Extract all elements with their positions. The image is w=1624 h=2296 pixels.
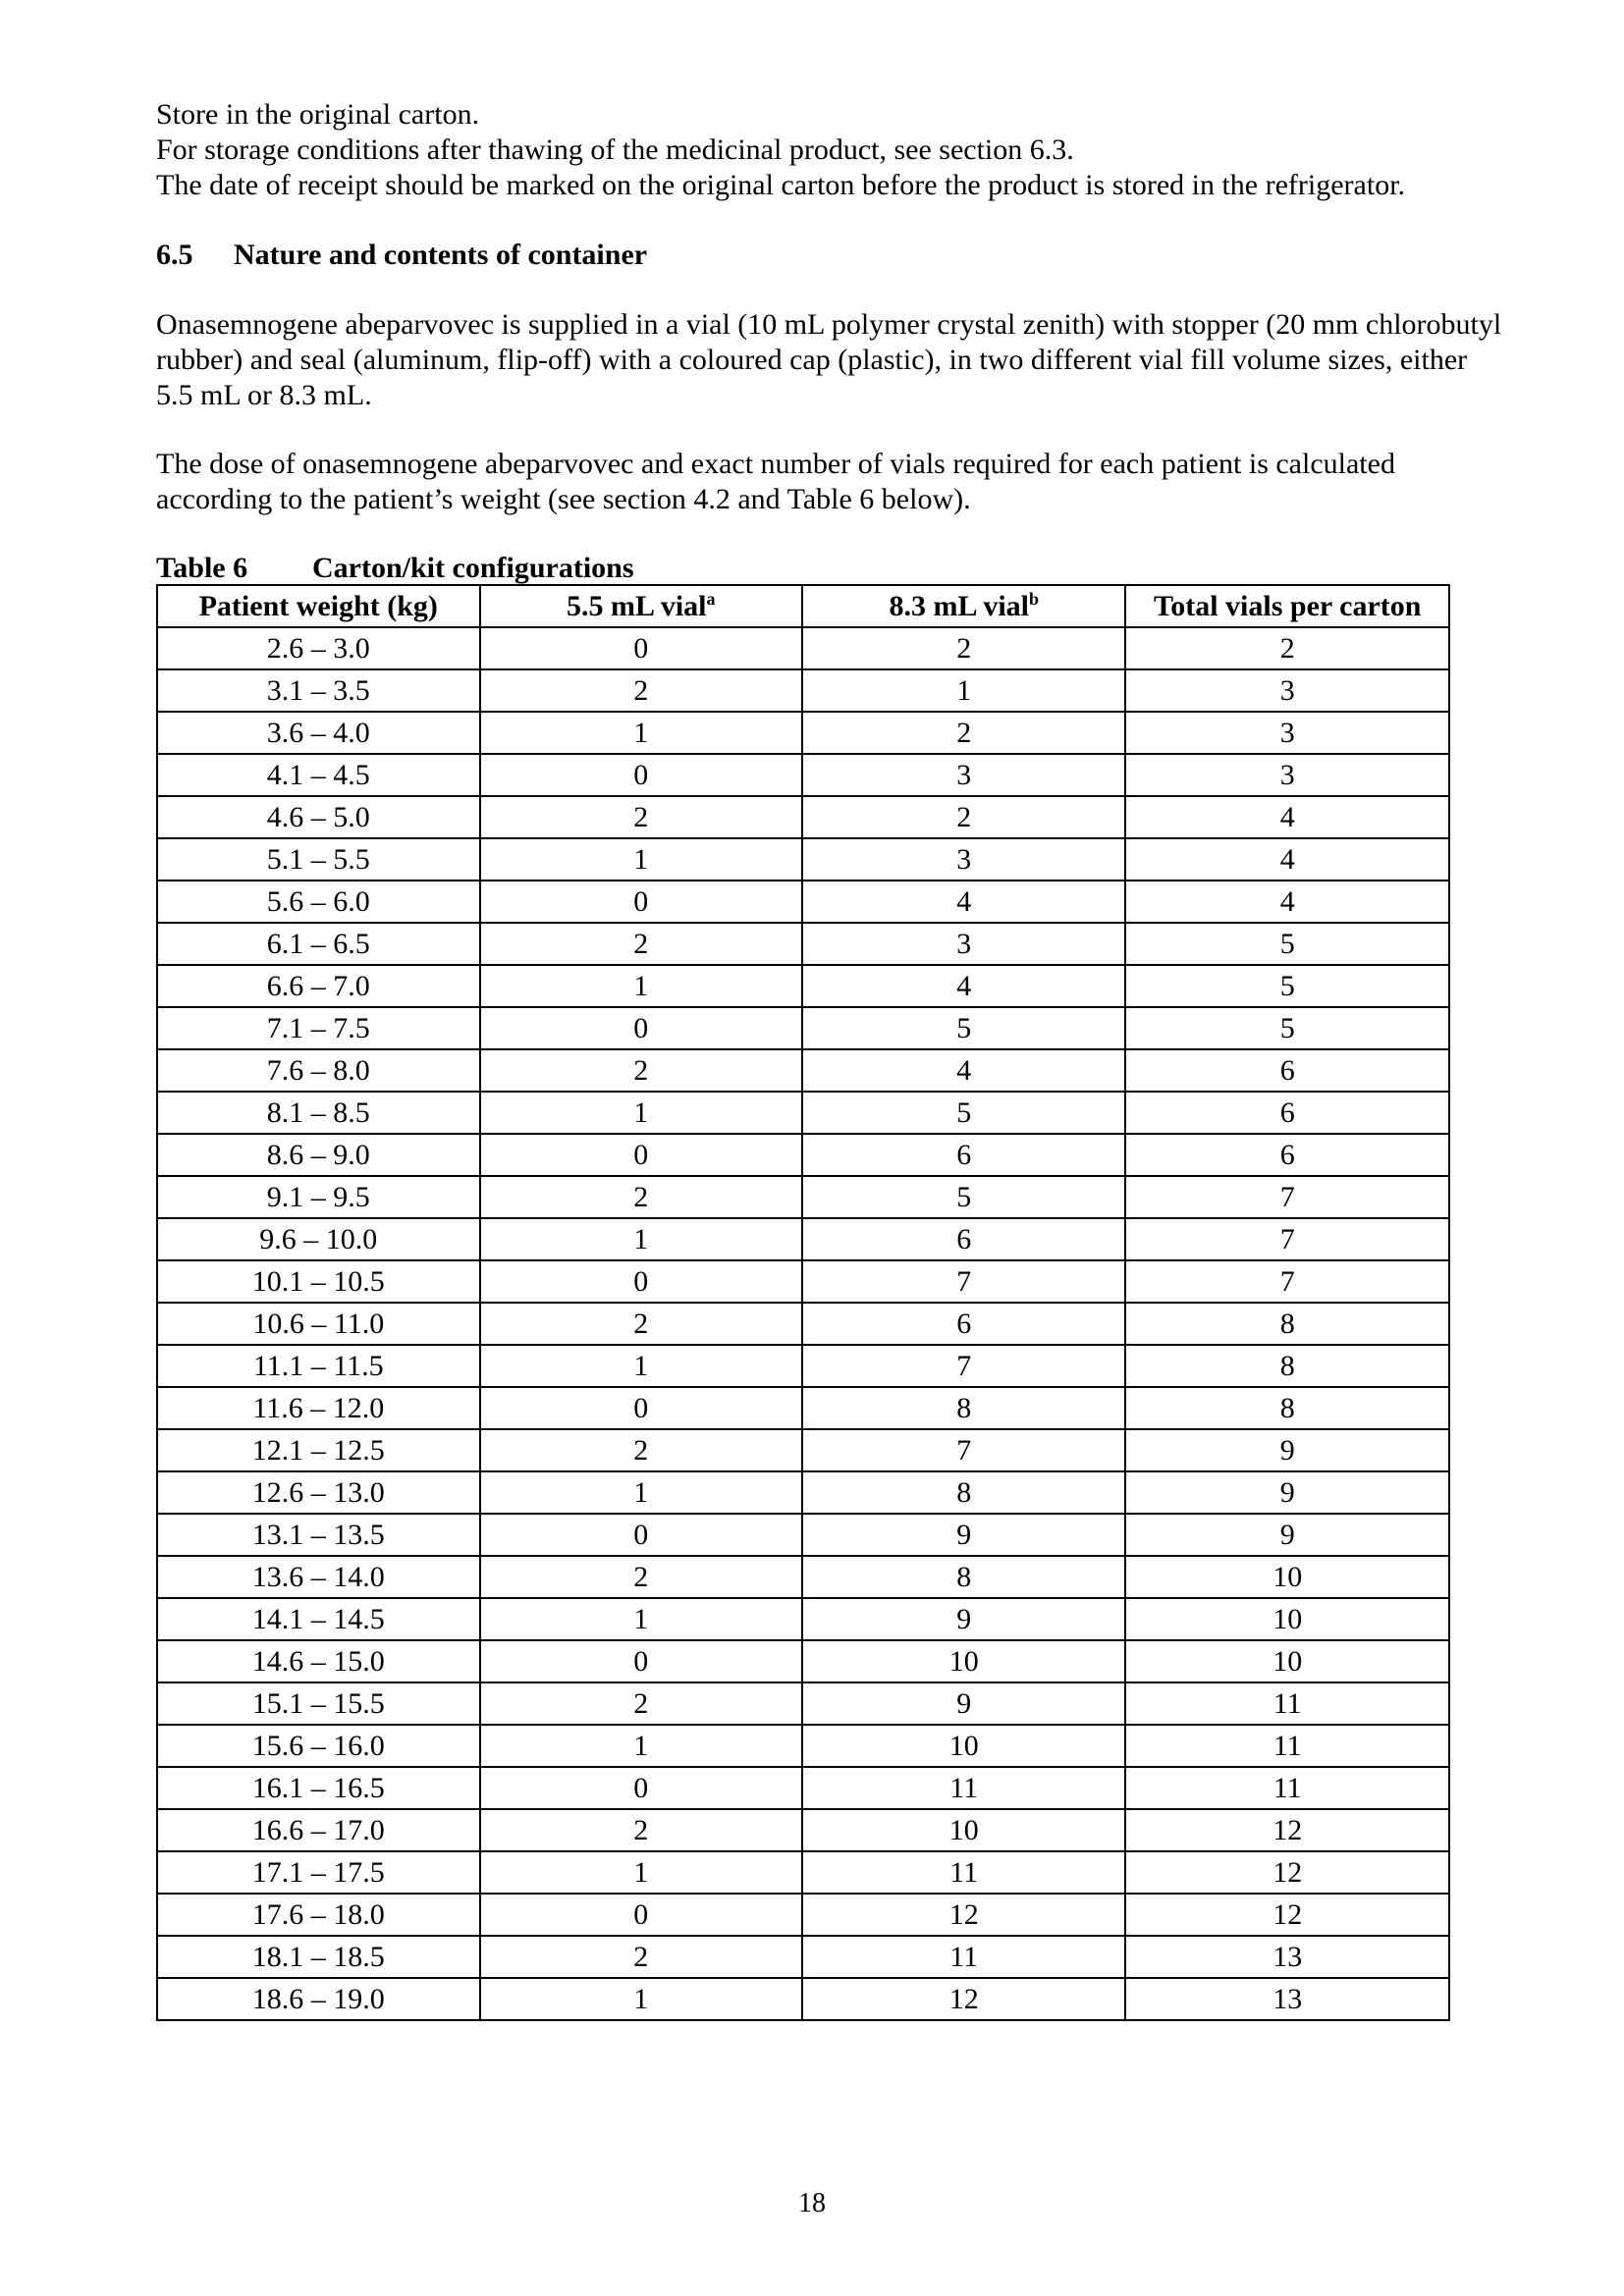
cell-5-5ml-vials: 2 xyxy=(480,1556,802,1598)
cell-5-5ml-vials: 0 xyxy=(480,1134,802,1176)
cell-patient-weight: 13.1 – 13.5 xyxy=(157,1514,480,1556)
cell-patient-weight: 16.1 – 16.5 xyxy=(157,1767,480,1809)
header-8-3ml-vial xyxy=(802,585,1125,627)
cell-8-3ml-vials: 3 xyxy=(802,923,1125,965)
cell-total-vials: 11 xyxy=(1125,1725,1449,1767)
table-number: Table 6 xyxy=(156,552,248,584)
cell-5-5ml-vials: 0 xyxy=(480,1514,802,1556)
table-row xyxy=(157,1767,1449,1809)
table-row xyxy=(157,1851,1449,1894)
cell-total-vials: 8 xyxy=(1125,1387,1449,1429)
cell-total-vials: 4 xyxy=(1125,838,1449,881)
cell-patient-weight: 12.6 – 13.0 xyxy=(157,1471,480,1514)
table-row xyxy=(157,1598,1449,1640)
cell-total-vials: 10 xyxy=(1125,1556,1449,1598)
table-body xyxy=(157,627,1449,2020)
cell-5-5ml-vials: 2 xyxy=(480,923,802,965)
table-row xyxy=(157,1007,1449,1049)
table-row xyxy=(157,1345,1449,1387)
cell-patient-weight: 10.1 – 10.5 xyxy=(157,1260,480,1303)
table-row xyxy=(157,1387,1449,1429)
cell-8-3ml-vials: 8 xyxy=(802,1556,1125,1598)
cell-patient-weight: 6.1 – 6.5 xyxy=(157,923,480,965)
section-number: 6.5 xyxy=(156,239,193,271)
table-row xyxy=(157,1092,1449,1134)
table-row xyxy=(157,1303,1449,1345)
table-row xyxy=(157,669,1449,712)
cell-patient-weight: 18.6 – 19.0 xyxy=(157,1978,480,2020)
cell-patient-weight: 17.6 – 18.0 xyxy=(157,1894,480,1936)
dose-paragraph-line-1: The dose of onasemnogene abeparvovec and exact number of vials required for each patient is calculated xyxy=(156,448,1395,480)
cell-patient-weight: 18.1 – 18.5 xyxy=(157,1936,480,1978)
cell-5-5ml-vials: 1 xyxy=(480,712,802,754)
cell-8-3ml-vials: 9 xyxy=(802,1598,1125,1640)
cell-8-3ml-vials: 4 xyxy=(802,965,1125,1007)
intro-line-1: Store in the original carton. xyxy=(156,98,480,131)
cell-8-3ml-vials: 7 xyxy=(802,1429,1125,1471)
cell-total-vials: 6 xyxy=(1125,1134,1449,1176)
cell-8-3ml-vials: 7 xyxy=(802,1260,1125,1303)
header-8-3ml-vial-text: 8.3 mL vial xyxy=(889,589,1029,622)
cell-8-3ml-vials: 9 xyxy=(802,1514,1125,1556)
cell-total-vials: 11 xyxy=(1125,1682,1449,1725)
cell-total-vials: 3 xyxy=(1125,754,1449,796)
cell-total-vials: 9 xyxy=(1125,1514,1449,1556)
page-number: 18 xyxy=(798,2188,826,2218)
cell-patient-weight: 15.1 – 15.5 xyxy=(157,1682,480,1725)
header-patient-weight-text: Patient weight (kg) xyxy=(198,589,438,622)
cell-5-5ml-vials: 2 xyxy=(480,796,802,838)
cell-patient-weight: 8.6 – 9.0 xyxy=(157,1134,480,1176)
cell-total-vials: 12 xyxy=(1125,1809,1449,1851)
cell-patient-weight: 17.1 – 17.5 xyxy=(157,1851,480,1894)
footnote-marker-a: a xyxy=(706,588,716,609)
cell-8-3ml-vials: 11 xyxy=(802,1767,1125,1809)
cell-8-3ml-vials: 7 xyxy=(802,1345,1125,1387)
cell-8-3ml-vials: 6 xyxy=(802,1218,1125,1260)
cell-5-5ml-vials: 2 xyxy=(480,1809,802,1851)
table-row xyxy=(157,712,1449,754)
cell-8-3ml-vials: 3 xyxy=(802,754,1125,796)
intro-line-2: For storage conditions after thawing of the medicinal product, see section 6.3. xyxy=(156,133,1074,166)
cell-patient-weight: 3.1 – 3.5 xyxy=(157,669,480,712)
table-row xyxy=(157,1260,1449,1303)
cell-patient-weight: 11.6 – 12.0 xyxy=(157,1387,480,1429)
cell-patient-weight: 16.6 – 17.0 xyxy=(157,1809,480,1851)
cell-5-5ml-vials: 0 xyxy=(480,881,802,923)
cell-5-5ml-vials: 0 xyxy=(480,1387,802,1429)
cell-5-5ml-vials: 2 xyxy=(480,1303,802,1345)
cell-8-3ml-vials: 2 xyxy=(802,796,1125,838)
cell-patient-weight: 15.6 – 16.0 xyxy=(157,1725,480,1767)
cell-total-vials: 7 xyxy=(1125,1218,1449,1260)
cell-total-vials: 9 xyxy=(1125,1429,1449,1471)
section-heading xyxy=(156,238,647,273)
cell-patient-weight: 9.1 – 9.5 xyxy=(157,1176,480,1218)
cell-total-vials: 8 xyxy=(1125,1345,1449,1387)
cell-5-5ml-vials: 2 xyxy=(480,1682,802,1725)
cell-5-5ml-vials: 0 xyxy=(480,627,802,669)
cell-total-vials: 2 xyxy=(1125,627,1449,669)
cell-5-5ml-vials: 0 xyxy=(480,1894,802,1936)
cell-8-3ml-vials: 10 xyxy=(802,1809,1125,1851)
section-title: Nature and contents of container xyxy=(234,239,648,271)
cell-patient-weight: 9.6 – 10.0 xyxy=(157,1218,480,1260)
cell-8-3ml-vials: 10 xyxy=(802,1640,1125,1682)
cell-8-3ml-vials: 5 xyxy=(802,1092,1125,1134)
cell-patient-weight: 10.6 – 11.0 xyxy=(157,1303,480,1345)
cell-total-vials: 4 xyxy=(1125,796,1449,838)
cell-total-vials: 3 xyxy=(1125,712,1449,754)
cell-8-3ml-vials: 11 xyxy=(802,1851,1125,1894)
table-row xyxy=(157,754,1449,796)
cell-8-3ml-vials: 3 xyxy=(802,838,1125,881)
cell-total-vials: 5 xyxy=(1125,1007,1449,1049)
cell-8-3ml-vials: 8 xyxy=(802,1471,1125,1514)
cell-5-5ml-vials: 1 xyxy=(480,965,802,1007)
cell-patient-weight: 2.6 – 3.0 xyxy=(157,627,480,669)
cell-5-5ml-vials: 0 xyxy=(480,754,802,796)
cell-total-vials: 6 xyxy=(1125,1092,1449,1134)
header-total-vials xyxy=(1125,585,1449,627)
table-row xyxy=(157,1218,1449,1260)
cell-patient-weight: 5.6 – 6.0 xyxy=(157,881,480,923)
cell-patient-weight: 11.1 – 11.5 xyxy=(157,1345,480,1387)
cell-8-3ml-vials: 9 xyxy=(802,1682,1125,1725)
cell-8-3ml-vials: 2 xyxy=(802,712,1125,754)
table-row xyxy=(157,1725,1449,1767)
table-row xyxy=(157,1809,1449,1851)
container-paragraph-line-3: 5.5 mL or 8.3 mL. xyxy=(156,379,372,411)
cell-8-3ml-vials: 5 xyxy=(802,1176,1125,1218)
cell-5-5ml-vials: 2 xyxy=(480,1176,802,1218)
container-paragraph-line-2: rubber) and seal (aluminum, flip-off) with a coloured cap (plastic), in two different vial fill volume sizes, either xyxy=(156,344,1468,376)
cell-5-5ml-vials: 2 xyxy=(480,1049,802,1092)
cell-5-5ml-vials: 1 xyxy=(480,1218,802,1260)
cell-patient-weight: 12.1 – 12.5 xyxy=(157,1429,480,1471)
cell-patient-weight: 7.6 – 8.0 xyxy=(157,1049,480,1092)
cell-8-3ml-vials: 11 xyxy=(802,1936,1125,1978)
cell-8-3ml-vials: 12 xyxy=(802,1978,1125,2020)
cell-total-vials: 11 xyxy=(1125,1767,1449,1809)
cell-5-5ml-vials: 0 xyxy=(480,1767,802,1809)
cell-total-vials: 13 xyxy=(1125,1978,1449,2020)
cell-5-5ml-vials: 1 xyxy=(480,838,802,881)
dose-paragraph-line-2: according to the patient’s weight (see section 4.2 and Table 6 below). xyxy=(156,483,971,515)
cell-5-5ml-vials: 1 xyxy=(480,1092,802,1134)
cell-total-vials: 9 xyxy=(1125,1471,1449,1514)
table-row xyxy=(157,1471,1449,1514)
header-patient-weight xyxy=(157,585,480,627)
cell-total-vials: 5 xyxy=(1125,965,1449,1007)
table-title: Carton/kit configurations xyxy=(312,552,634,584)
cell-total-vials: 7 xyxy=(1125,1260,1449,1303)
table-row xyxy=(157,838,1449,881)
cell-total-vials: 10 xyxy=(1125,1598,1449,1640)
container-paragraph-line-1: Onasemnogene abeparvovec is supplied in a vial (10 mL polymer crystal zenith) with stopper (20 mm chlorobutyl xyxy=(156,308,1502,341)
table-row xyxy=(157,1049,1449,1092)
cell-total-vials: 12 xyxy=(1125,1851,1449,1894)
cell-5-5ml-vials: 2 xyxy=(480,1429,802,1471)
cell-5-5ml-vials: 2 xyxy=(480,1936,802,1978)
cell-total-vials: 7 xyxy=(1125,1176,1449,1218)
cell-5-5ml-vials: 1 xyxy=(480,1978,802,2020)
cell-8-3ml-vials: 4 xyxy=(802,881,1125,923)
cell-patient-weight: 5.1 – 5.5 xyxy=(157,838,480,881)
cell-8-3ml-vials: 8 xyxy=(802,1387,1125,1429)
table-caption xyxy=(156,551,634,586)
cell-total-vials: 6 xyxy=(1125,1049,1449,1092)
table-row xyxy=(157,1894,1449,1936)
cell-8-3ml-vials: 12 xyxy=(802,1894,1125,1936)
cell-total-vials: 12 xyxy=(1125,1894,1449,1936)
cell-8-3ml-vials: 5 xyxy=(802,1007,1125,1049)
table-row xyxy=(157,1134,1449,1176)
cell-5-5ml-vials: 1 xyxy=(480,1345,802,1387)
cell-patient-weight: 8.1 – 8.5 xyxy=(157,1092,480,1134)
cell-total-vials: 13 xyxy=(1125,1936,1449,1978)
cell-5-5ml-vials: 2 xyxy=(480,669,802,712)
cell-patient-weight: 3.6 – 4.0 xyxy=(157,712,480,754)
table-row xyxy=(157,1514,1449,1556)
cell-5-5ml-vials: 1 xyxy=(480,1725,802,1767)
table-row xyxy=(157,1640,1449,1682)
table-row xyxy=(157,1978,1449,2020)
cell-total-vials: 3 xyxy=(1125,669,1449,712)
cell-5-5ml-vials: 1 xyxy=(480,1851,802,1894)
header-total-vials-text: Total vials per carton xyxy=(1153,589,1422,622)
cell-5-5ml-vials: 1 xyxy=(480,1598,802,1640)
table-row xyxy=(157,923,1449,965)
table-row xyxy=(157,1682,1449,1725)
table-row xyxy=(157,965,1449,1007)
carton-kit-table xyxy=(156,584,1450,2021)
cell-patient-weight: 4.6 – 5.0 xyxy=(157,796,480,838)
cell-patient-weight: 14.1 – 14.5 xyxy=(157,1598,480,1640)
cell-5-5ml-vials: 0 xyxy=(480,1007,802,1049)
cell-patient-weight: 7.1 – 7.5 xyxy=(157,1007,480,1049)
table-row xyxy=(157,796,1449,838)
table-row xyxy=(157,1936,1449,1978)
cell-5-5ml-vials: 0 xyxy=(480,1640,802,1682)
header-5-5ml-vial xyxy=(480,585,802,627)
cell-total-vials: 8 xyxy=(1125,1303,1449,1345)
cell-8-3ml-vials: 4 xyxy=(802,1049,1125,1092)
intro-line-3: The date of receipt should be marked on the original carton before the product is stored in the refrigerator. xyxy=(156,169,1406,201)
footnote-marker-b: b xyxy=(1028,588,1039,609)
table-row xyxy=(157,881,1449,923)
cell-total-vials: 5 xyxy=(1125,923,1449,965)
cell-8-3ml-vials: 10 xyxy=(802,1725,1125,1767)
cell-patient-weight: 6.6 – 7.0 xyxy=(157,965,480,1007)
table-row xyxy=(157,1176,1449,1218)
cell-8-3ml-vials: 2 xyxy=(802,627,1125,669)
cell-patient-weight: 4.1 – 4.5 xyxy=(157,754,480,796)
cell-8-3ml-vials: 1 xyxy=(802,669,1125,712)
table-row xyxy=(157,1429,1449,1471)
cell-5-5ml-vials: 1 xyxy=(480,1471,802,1514)
cell-patient-weight: 13.6 – 14.0 xyxy=(157,1556,480,1598)
table-row xyxy=(157,1556,1449,1598)
table-row xyxy=(157,627,1449,669)
header-5-5ml-vial-text: 5.5 mL vial xyxy=(567,589,707,622)
cell-8-3ml-vials: 6 xyxy=(802,1303,1125,1345)
table-header-row xyxy=(157,585,1449,627)
cell-total-vials: 10 xyxy=(1125,1640,1449,1682)
cell-5-5ml-vials: 0 xyxy=(480,1260,802,1303)
cell-8-3ml-vials: 6 xyxy=(802,1134,1125,1176)
cell-patient-weight: 14.6 – 15.0 xyxy=(157,1640,480,1682)
cell-total-vials: 4 xyxy=(1125,881,1449,923)
